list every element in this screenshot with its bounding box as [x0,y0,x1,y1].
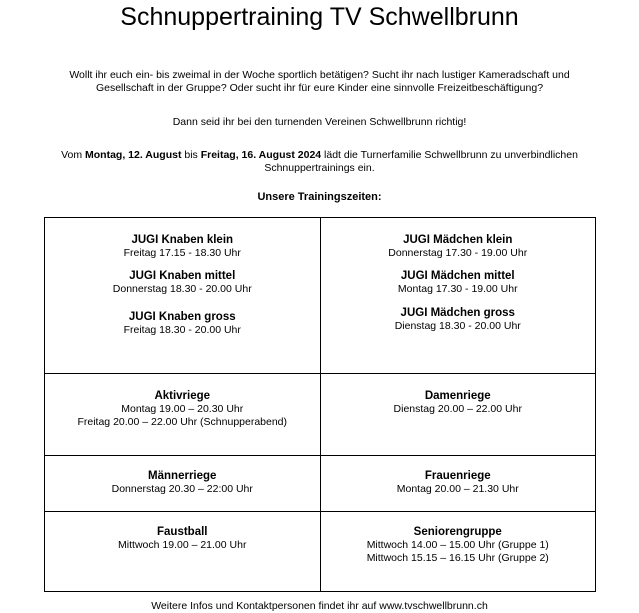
group-jugi-maedchen-gross [321,306,596,333]
cell-jugi-knaben [45,218,321,374]
group-time: Mittwoch 14.00 – 15.00 Uhr (Gruppe 1) [366,539,549,551]
cell-jugi-maedchen [320,218,596,374]
schedule-table [44,217,596,592]
cell-faustball [45,512,321,592]
dates-mid: bis [181,149,201,161]
dates-line-2: Schnuppertrainings ein. [264,162,375,174]
dates-prefix: Vom [61,149,85,161]
group-name: JUGI Knaben mittel [129,270,236,282]
footer-text: Weitere Infos und Kontaktpersonen findet ihr auf www.tvschwellbrunn.ch [151,600,488,612]
date-from: Montag, 12. August [85,149,182,161]
cell-damenriege [320,374,596,456]
group-time: Montag 20.00 – 21.30 Uhr [396,483,519,495]
cell-frauenriege [320,456,596,512]
schedule-heading: Unsere Trainingszeiten: [257,191,382,203]
group-time: Mittwoch 15.15 – 16.15 Uhr (Gruppe 2) [366,552,549,564]
group-name: JUGI Mädchen mittel [400,270,515,282]
cell-maennerriege [45,456,321,512]
group-time: Donnerstag 17.30 - 19.00 Uhr [388,247,528,259]
group-name: Frauenriege [424,470,491,482]
group-name: JUGI Knaben klein [131,234,234,246]
group-time: Freitag 20.00 – 22.00 Uhr (Schnupperabend) [77,416,288,428]
dates-paragraph [0,149,639,175]
group-name: Faustball [157,526,208,538]
group-time: Donnerstag 20.30 – 22:00 Uhr [111,483,253,495]
group-name: JUGI Mädchen klein [403,234,513,246]
group-name: Damenriege [424,390,491,402]
group-time: Donnerstag 18.30 - 20.00 Uhr [112,283,252,295]
group-time: Freitag 17.15 - 18.30 Uhr [123,247,241,259]
group-name: Aktivriege [154,390,211,402]
schedule-row-maenner-frauen [45,456,596,512]
cell-seniorengruppe [320,512,596,592]
group-time: Dienstag 20.00 – 22.00 Uhr [393,403,522,415]
schedule-row-faustball-senioren [45,512,596,592]
group-name: Seniorengruppe [413,526,502,538]
intro-paragraph [0,69,639,95]
dates-line-1 [0,149,639,162]
group-name: JUGI Mädchen gross [400,307,515,319]
intro-line-2: Gesellschaft in der Gruppe? Oder sucht ihr für eure Kinder eine sinnvolle Freizeitbeschäftigung? [95,82,544,94]
group-time: Freitag 18.30 - 20.00 Uhr [123,324,241,336]
group-jugi-maedchen-klein [321,233,596,260]
group-time: Montag 19.00 – 20.30 Uhr [121,403,244,415]
dates-suffix: lädt die Turnerfamilie Schwellbrunn zu unverbindlichen [321,149,578,161]
group-time: Montag 17.30 - 19.00 Uhr [397,283,518,295]
group-name: Männerriege [148,470,217,482]
group-jugi-knaben-mittel [45,269,320,296]
group-jugi-knaben-gross [45,310,320,337]
schedule-row-jugi [45,218,596,374]
group-jugi-knaben-klein [45,233,320,260]
call-to-action: Dann seid ihr bei den turnenden Vereinen Schwellbrunn richtig! [172,116,467,128]
schedule-row-riegen [45,374,596,456]
group-name: JUGI Knaben gross [128,311,236,323]
page-title: Schnuppertraining TV Schwellbrunn [120,3,519,31]
cell-aktivriege [45,374,321,456]
intro-line-1: Wollt ihr euch ein- bis zweimal in der Woche sportlich betätigen? Sucht ihr nach lustiger Kameradschaft und [69,69,570,81]
group-time: Mittwoch 19.00 – 21.00 Uhr [118,539,247,551]
date-to: Freitag, 16. August 2024 [200,149,322,161]
group-jugi-maedchen-mittel [321,269,596,296]
group-time: Dienstag 18.30 - 20.00 Uhr [394,320,521,332]
